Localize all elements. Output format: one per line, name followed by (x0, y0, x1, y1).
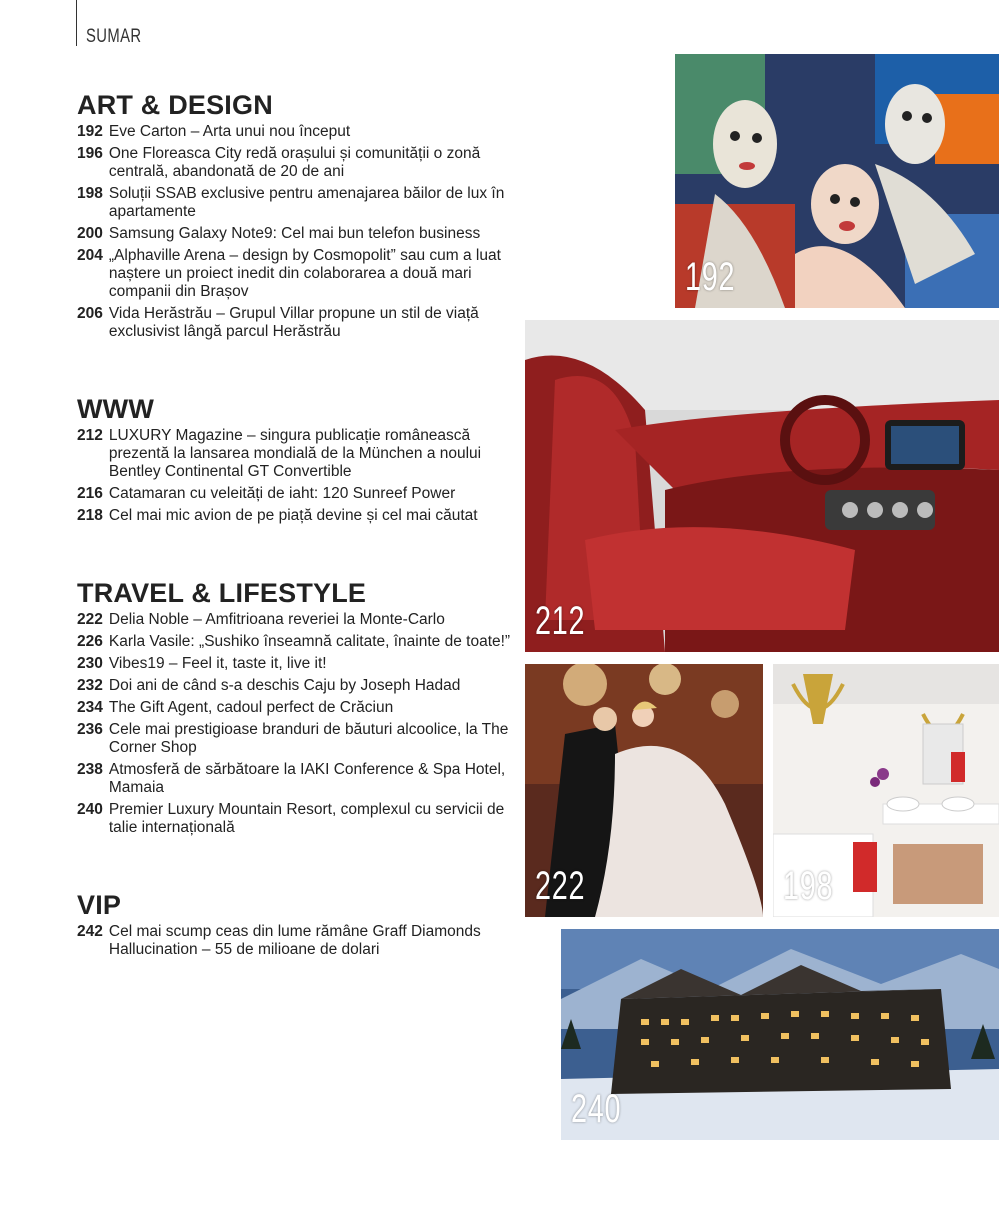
page-number: 230 (77, 655, 103, 672)
toc-entry[interactable] (77, 427, 517, 481)
page-number: 232 (77, 677, 103, 694)
page-number: 236 (77, 721, 103, 738)
bathroom-image[interactable] (773, 664, 999, 917)
mountain-resort-scene (561, 929, 999, 1140)
entry-title: Eve Carton – Arta unui nou început (108, 123, 351, 140)
entry-title: LUXURY Magazine – singura publicație românească prezentă la lansarea mondială de la München a noului Bentley Continental GT Convertible (108, 427, 482, 480)
section-title: WWW (77, 394, 155, 424)
entry-title: Delia Noble – Amfitrioana reveriei la Monte-Carlo (108, 611, 445, 628)
entry-title: Atmosferă de sărbătoare la IAKI Conference & Spa Hotel, Mamaia (108, 761, 506, 796)
page-number: 234 (77, 699, 103, 716)
toc-entry[interactable] (77, 123, 517, 141)
entry-title: Cel mai scump ceas din lume rămâne Graff Diamonds Hallucination – 55 de milioane de dolari (108, 923, 481, 958)
page-number: 204 (77, 247, 103, 264)
photo-page-number: 192 (685, 255, 736, 299)
page-number: 218 (77, 507, 103, 524)
page-number: 242 (77, 923, 103, 940)
toc-entry[interactable] (77, 761, 517, 797)
painting-image[interactable] (675, 54, 999, 308)
header-label: SUMAR (86, 26, 142, 47)
entry-title: Vibes19 – Feel it, taste it, live it! (108, 655, 327, 672)
page-number: 222 (77, 611, 103, 628)
page-number: 192 (77, 123, 103, 140)
toc-entry[interactable] (77, 801, 517, 837)
header-rule (76, 0, 77, 46)
entry-title: Samsung Galaxy Note9: Cel mai bun telefon business (108, 225, 481, 242)
page-number: 212 (77, 427, 103, 444)
toc-entry[interactable] (77, 721, 517, 757)
page-number: 238 (77, 761, 103, 778)
entry-title: Vida Herăstrău – Grupul Villar propune un stil de viață exclusivist lângă parcul Herăstrău (108, 305, 479, 340)
car-interior-image[interactable] (525, 320, 999, 652)
entry-title: Karla Vasile: „Sushiko înseamnă calitate, înainte de toate!” (108, 633, 511, 650)
section-title: VIP (77, 890, 122, 920)
section-vip (77, 890, 517, 963)
page-number: 226 (77, 633, 103, 650)
toc-entry[interactable] (77, 633, 517, 651)
entry-title: Doi ani de când s-a deschis Caju by Joseph Hadad (108, 677, 461, 694)
entry-title: Cele mai prestigioase branduri de băuturi alcoolice, la The Corner Shop (108, 721, 509, 756)
entry-title: The Gift Agent, cadoul perfect de Crăciun (108, 699, 394, 716)
toc-entry[interactable] (77, 507, 517, 525)
toc-entry[interactable] (77, 247, 517, 301)
section-art-design (77, 90, 517, 345)
section-www (77, 394, 517, 529)
photo-page-number: 198 (783, 864, 834, 908)
photo-page-number: 212 (535, 599, 586, 643)
page-number: 198 (77, 185, 103, 202)
toc-entry[interactable] (77, 145, 517, 181)
page-number: 206 (77, 305, 103, 322)
page-number: 240 (77, 801, 103, 818)
entry-title: Soluții SSAB exclusive pentru amenajarea băilor de lux în apartamente (108, 185, 505, 220)
toc-entry[interactable] (77, 923, 517, 959)
entry-title: Catamaran cu veleități de iaht: 120 Sunreef Power (108, 485, 456, 502)
toc-entry[interactable] (77, 185, 517, 221)
section-title: TRAVEL & LIFESTYLE (77, 578, 367, 608)
entry-title: „Alphaville Arena – design by Cosmopolit” sau cum a luat naștere un proiect inedit din colaborarea a două mari companii din Brașov (108, 247, 501, 300)
section-travel-lifestyle (77, 578, 517, 841)
entry-title: One Floreasca City redă orașului și comunității o zonă centrală, abandonată de 20 de ani (108, 145, 481, 180)
photo-page-number: 222 (535, 864, 586, 908)
page-number: 216 (77, 485, 103, 502)
photo-page-number: 240 (571, 1087, 622, 1131)
page-number: 196 (77, 145, 103, 162)
mountain-resort-image[interactable] (561, 929, 999, 1140)
toc-entry[interactable] (77, 485, 517, 503)
dancing-couple-image[interactable] (525, 664, 763, 917)
entry-title: Premier Luxury Mountain Resort, complexul cu servicii de talie internațională (108, 801, 505, 836)
toc-entry[interactable] (77, 655, 517, 673)
toc-entry[interactable] (77, 611, 517, 629)
toc-entry[interactable] (77, 677, 517, 695)
toc-entry[interactable] (77, 699, 517, 717)
page-number: 200 (77, 225, 103, 242)
toc-entry[interactable] (77, 225, 517, 243)
car-interior-scene (525, 320, 999, 652)
section-title: ART & DESIGN (77, 90, 273, 120)
toc-entry[interactable] (77, 305, 517, 341)
entry-title: Cel mai mic avion de pe piață devine și cel mai căutat (108, 507, 478, 524)
